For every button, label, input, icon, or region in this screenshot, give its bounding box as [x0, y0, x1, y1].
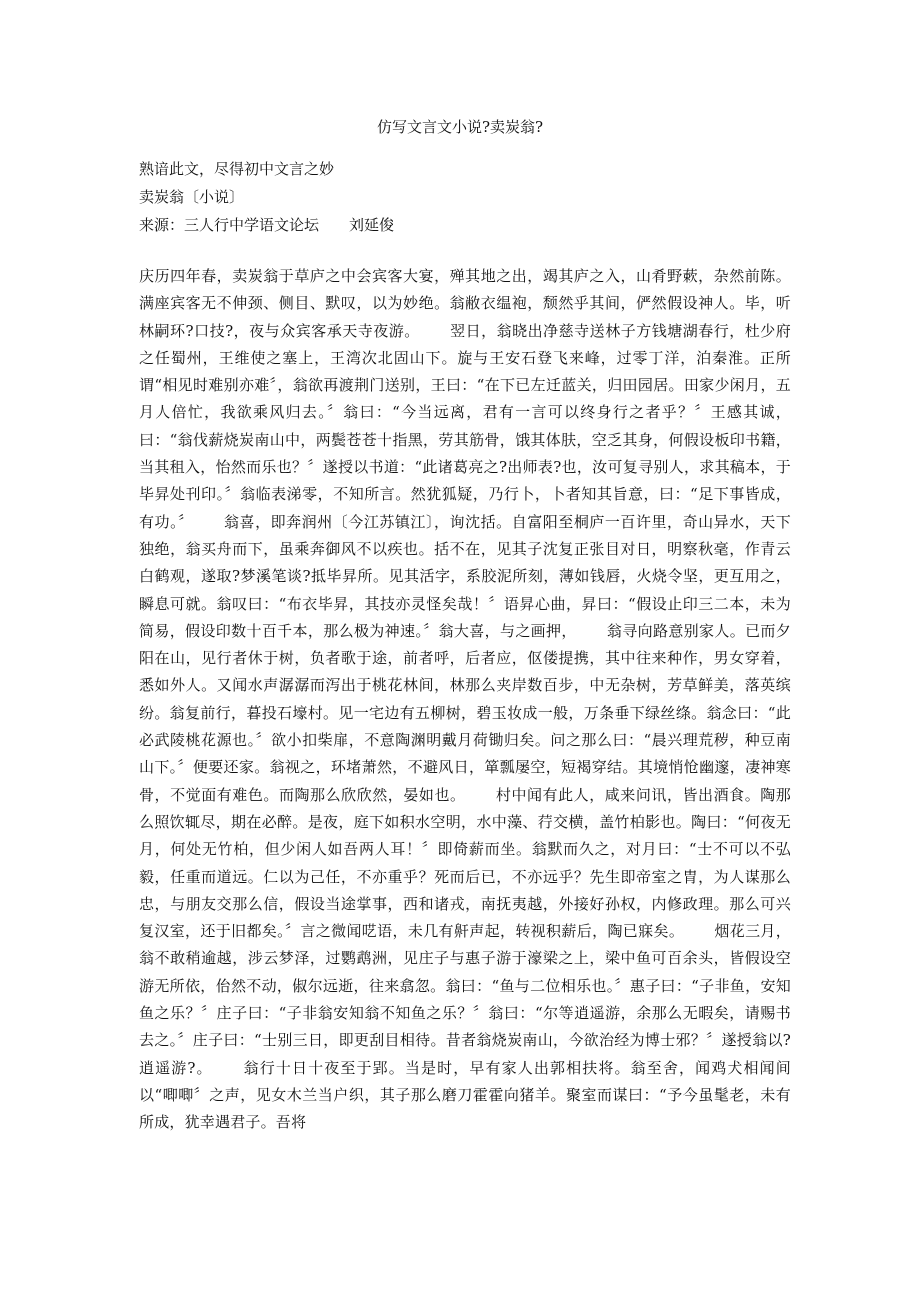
paragraph: 烟花三月，翁不敢稍逾越，涉云梦泽，过鹦鹉洲，见庄子与惠子游于濠梁之上，梁中鱼可百余头，皆假设空游无所依，佁然不动，俶尔远逝，往来翕忽。翁曰：“鱼与二位相乐也。〞惠子曰：“子非鱼，安知鱼之乐？〞庄子曰：“子非翁安知翁不知鱼之乐？〞翁曰：“尔等逍遥游，余那么无暇矣，请赐书去之。〞庄子曰：“士别三日，即更刮目相待。昔者翁烧炭南山，今欲治经为博士邪？〞遂授翁以?逍遥游?。	[139, 922, 791, 1077]
paragraph: 翁行十日十夜至于郢。当是时，早有家人出郭相扶将。翁至舍，闻鸡犬相闻间以“唧唧〞之声，见女木兰当户织，其子那么磨刀霍霍向猪羊。聚室而谋曰：“予今虽髦老，未有所成，犹幸遇君子。吾将	[139, 1058, 791, 1132]
paragraph: 村中闻有此人，咸来问讯，皆出酒食。陶那么照饮辄尽，期在必醉。是夜，庭下如积水空明，水中藻、荇交横，盖竹柏影也。陶曰：“何夜无月，何处无竹柏，但少闲人如吾两人耳！〞即倚薪而坐。翁默而久之，对月曰：“士不可以不弘毅，任重而道远。仁以为己任，不亦重乎？死而后已，不亦远乎？先生即帝室之胄，为人谋那么忠，与朋友交那么信，假设当途掌事，西和诸戎，南抚夷越，外接好孙权，内修政理。那么可兴复汉室，还于旧都矣。〞言之微闻呓语，未几有鼾声起，转视积薪后，陶已寐矣。	[139, 785, 791, 941]
body-text	[139, 263, 791, 1137]
paragraph: 翌日，翁晓出净慈寺送林子方钱塘湖春行，杜少府之任蜀州，王维使之塞上，王湾次北固山下。旋与王安石登飞来峰，过零丁洋，泊秦淮。正所谓“相见时难别亦难〞，翁欲再渡荆门送别，王曰：“在下已左迁蓝关，归田园居。田家少闲月，五月人倍忙，我欲乘风归去。〞翁曰：“今当远离，君有一言可以终身行之者乎？〞王感其诚，曰：“翁伐薪烧炭南山中，两鬓苍苍十指黑，劳其筋骨，饿其体肤，空乏其身，何假设板印书籍，当其租入，怡然而乐也？〞遂授以书道：“此诸葛亮之?出师表?也，汝可复寻别人，求其稿本，于毕昇处刊印。〞翁临表涕零，不知所言。然犹狐疑，乃行卜，卜者知其旨意，曰：“足下事皆成，有功。〞	[139, 321, 791, 531]
document-title: 仿写文言文小说?卖炭翁?	[376, 118, 544, 136]
paragraph: 翁喜，即奔润州〔今江苏镇江〕，询沈括。自富阳至桐庐一百许里，奇山异水，天下独绝，翁买舟而下，虽乘奔御风不以疾也。括不在，见其子沈复正张目对日，明察秋毫，作青云白鹤观，遂取?梦溪笔谈?抵毕昇所。见其活字，系胶泥所刻，薄如钱唇，火烧令坚，更互用之，瞬息可就。翁叹曰：“布衣毕昇，其技亦灵怪矣哉！〞语昇心曲，昇曰：“假设止印三二本，未为简易，假设印数十百千本，那么极为神速。〞翁大喜，与之画押，	[139, 512, 791, 640]
document-header	[139, 155, 799, 239]
paragraph: 庆历四年春，卖炭翁于草庐之中会宾客大宴，殚其地之出，竭其庐之入，山肴野蔌，杂然前陈。满座宾客无不伸颈、侧目、默叹，以为妙绝。翁敝衣缊袍，颓然乎其间，俨然假设神人。毕，听林嗣环?口技?，夜与众宾客承天寺夜游。	[139, 267, 791, 340]
genre-line: 卖炭翁〔小说〕	[139, 188, 245, 206]
source-line: 来源：三人行中学语文论坛 刘延俊	[139, 216, 395, 234]
subtitle-line: 熟谙此文，尽得初中文言之妙	[139, 160, 335, 178]
paragraph: 翁寻向路意别家人。已而夕阳在山，见行者休于树，负者歌于途，前者呼，后者应，伛偻提携，其中往来种作，男女穿着，悉如外人。又闻水声潺潺而泻出于桃花林间，林那么夹岸数百步，中无杂树，芳草鲜美，落英缤纷。翁复前行，暮投石壕村。见一宅边有五柳树，碧玉妆成一般，万条垂下绿丝绦。翁念曰：“此必武陵桃花源也。〞欲小扣柴扉，不意陶渊明戴月荷锄归矣。问之那么曰：“晨兴理荒秽，种豆南山下。〞便要还家。翁视之，环堵萧然，不避风日，箪瓢屡空，短褐穿结。其境悄怆幽邃，凄神寒骨，不觉面有难色。而陶那么欣欣然，晏如也。	[139, 621, 791, 804]
